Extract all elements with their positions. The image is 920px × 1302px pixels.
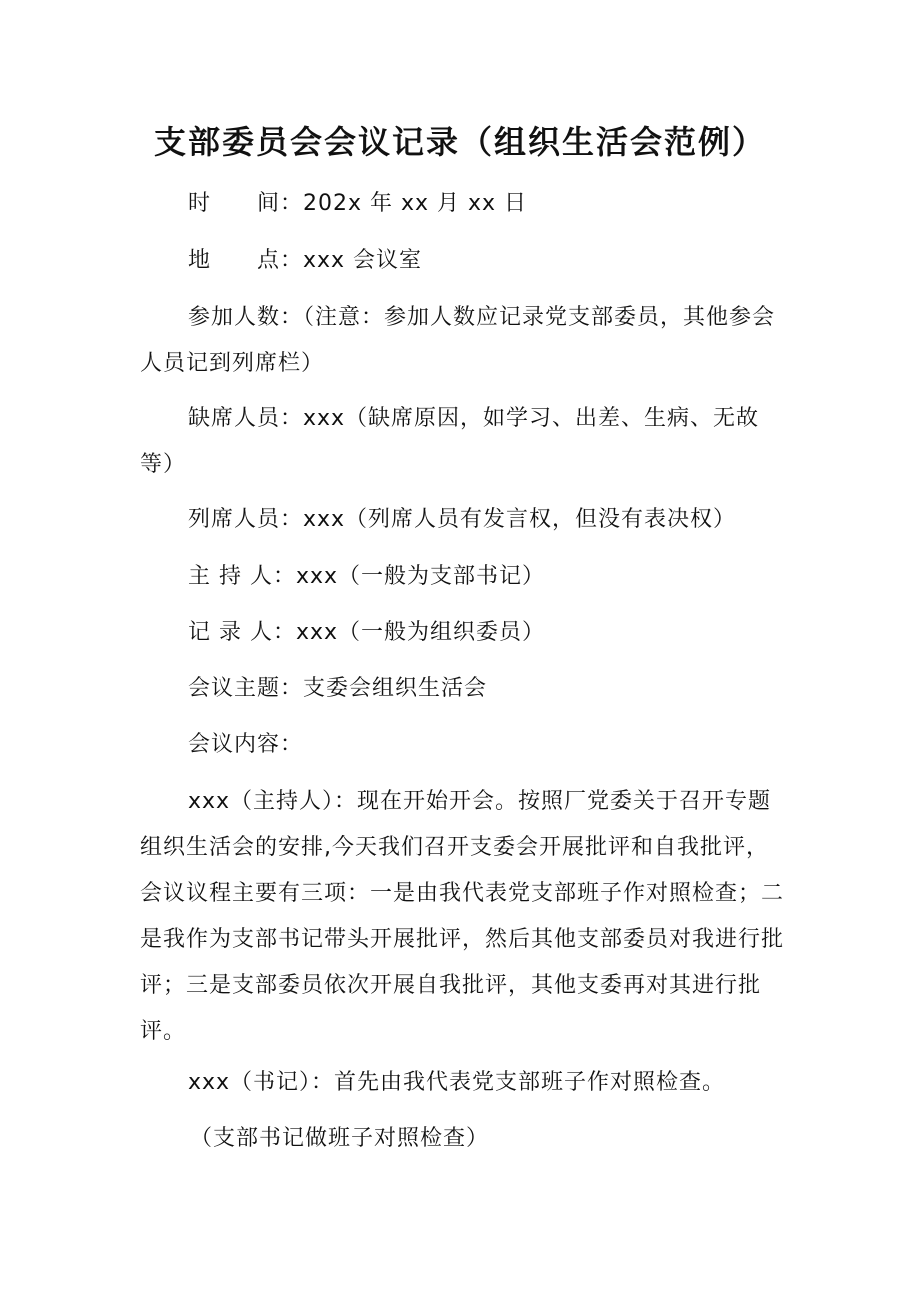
attendees-paragraph: 参加人数：（注意：参加人数应记录党支部委员，其他参会人员记到列席栏） xyxy=(140,305,776,376)
document-title: 支部委员会会议记录（组织生活会范例） xyxy=(153,123,766,161)
observers-line: 列席人员：xxx（列席人员有发言权，但没有表决权） xyxy=(188,507,737,532)
absent-paragraph: 缺席人员：xxx（缺席原因，如学习、出差、生病、无故等） xyxy=(140,406,760,477)
host-line: 主 持 人：xxx（一般为支部书记） xyxy=(188,564,546,589)
recorder-line: 记 录 人：xxx（一般为组织委员） xyxy=(188,620,546,645)
note-line: （支部书记做班子对照检查） xyxy=(190,1126,490,1151)
content-paragraph: xxx（主持人）：现在开始开会。按照厂党委关于召开专题组织生活会的安排,今天我们召开支委会开展批评和自我批评，会议议程主要有三项：一是由我代表党支部班子作对照检查；二是我作为支部书记带头开展批评，然后其他支部委员对我进行批评；三是支部委员依次开展自我批评，其他支委再对其进行批评。 xyxy=(140,789,785,1044)
topic-line: 会议主题：支委会组织生活会 xyxy=(188,676,488,701)
content-label: 会议内容： xyxy=(188,732,304,757)
secretary-line: xxx（书记）：首先由我代表党支部班子作对照检查。 xyxy=(188,1070,726,1095)
meeting-place: 地 点：xxx 会议室 xyxy=(188,248,423,273)
meeting-time: 时 间：202x 年 xx 月 xx 日 xyxy=(188,191,528,216)
